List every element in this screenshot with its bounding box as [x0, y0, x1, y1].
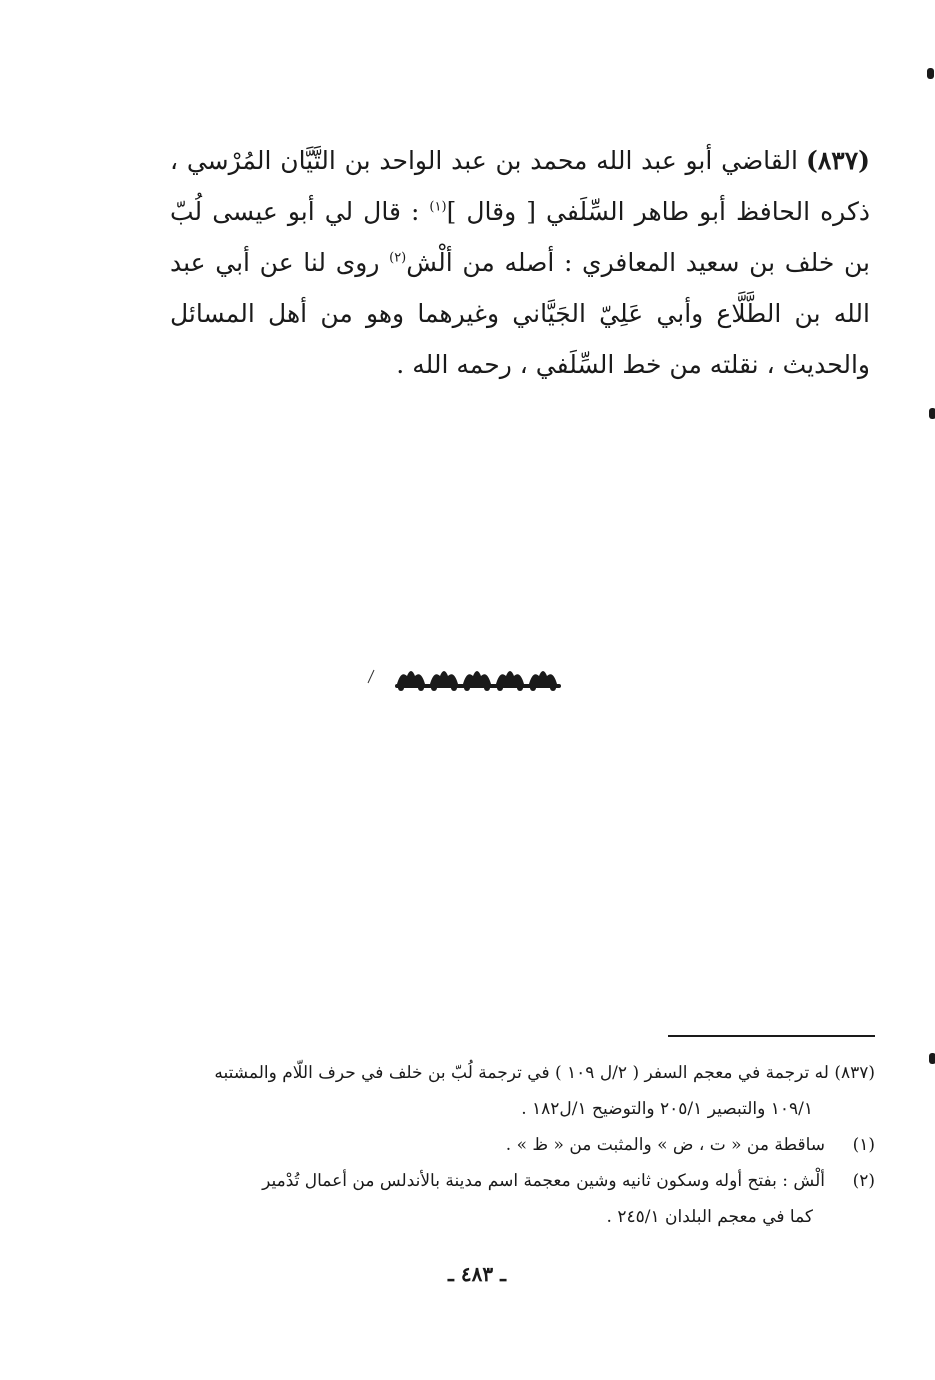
- entry-number: (٨٣٧): [806, 146, 870, 175]
- footnote-main-line2: ١٠٩/١ والتبصير ٢٠٥/١ والتوضيح ١/ل١٨٢ .: [521, 1099, 813, 1119]
- footnote-ref-2[interactable]: (٢): [389, 250, 407, 266]
- page-number: ـ ٤٨٣ ـ: [448, 1262, 506, 1286]
- footnote-1-text: ساقطة من « ت ، ض » والمثبت من « ظ » .: [505, 1135, 825, 1155]
- entry-text-part2: : قال لي أبو عيسى لُبّ بن خلف بن سعيد المعافري : أصله من ألْش: [170, 197, 870, 277]
- stray-mark-icon: [366, 668, 376, 684]
- footnote-1-number: (١): [852, 1135, 875, 1155]
- footnote-separator: [668, 1035, 875, 1037]
- footnote-2: [128, 1163, 875, 1199]
- biography-entry: [170, 135, 870, 390]
- entry-text-part1: القاضي أبو عبد الله محمد بن عبد الواحد بن التَّيَّان المُرْسي ، ذكره الحافظ أبو طاهر السِّلَفي [ وقال ]: [170, 146, 870, 226]
- margin-mark: [929, 408, 935, 419]
- footnote-2-number: (٢): [852, 1171, 875, 1191]
- footnote-ref-1[interactable]: (١): [429, 199, 447, 215]
- margin-mark: [927, 68, 934, 79]
- entry-text-part3: روى لنا عن أبي عبد الله بن الطَّلَّاع وأبي عَلِيّ الجَيَّاني وغيرهما وهو من أهل المسائل والحديث ، نقلته من خط السِّلَفي ، رحمه الله .: [170, 248, 870, 379]
- margin-mark: [929, 1053, 935, 1064]
- footnote-main-line1: له ترجمة في معجم السفر ( ٢/ل ١٠٩ ) في ترجمة لُبّ بن خلف في حرف اللّام والمشتبه: [214, 1063, 829, 1083]
- footnote-main: [128, 1055, 875, 1091]
- footnote-main-number: (٨٣٧): [834, 1063, 875, 1083]
- footnotes: [128, 1055, 875, 1235]
- section-ornament-icon: [393, 664, 563, 692]
- footnote-2-line1: ألْش : بفتح أوله وسكون ثانيه وشين معجمة اسم مدينة بالأندلس من أعمال تُدْمير: [262, 1171, 825, 1191]
- footnote-1: [128, 1127, 875, 1163]
- footnote-2-line2: كما في معجم البلدان ٢٤٥/١ .: [606, 1207, 813, 1227]
